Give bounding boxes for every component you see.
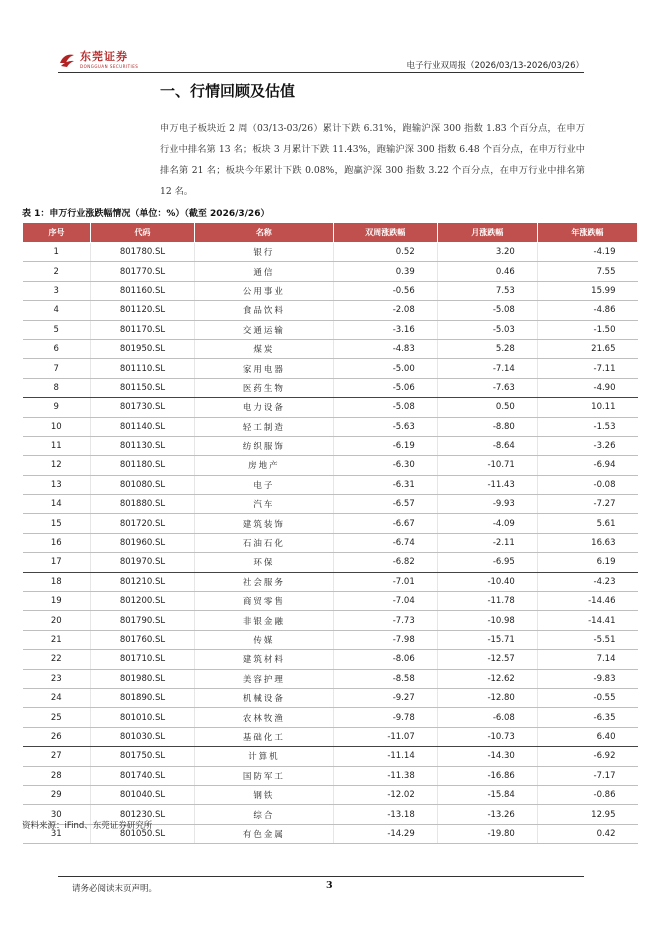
code-cell: 801050.SL bbox=[90, 824, 194, 843]
name-cell: 纺织服饰 bbox=[194, 436, 333, 455]
table-row bbox=[23, 650, 638, 669]
yearly-change-cell: -14.46 bbox=[537, 592, 637, 611]
rank-cell: 27 bbox=[23, 747, 91, 766]
biweekly-change-cell: 0.52 bbox=[333, 243, 437, 262]
biweekly-change-cell: -9.27 bbox=[333, 688, 437, 707]
table-row bbox=[23, 262, 638, 281]
name-cell: 基础化工 bbox=[194, 727, 333, 746]
biweekly-change-cell: -14.29 bbox=[333, 824, 437, 843]
yearly-change-cell: 12.95 bbox=[537, 805, 637, 824]
yearly-change-cell: 5.61 bbox=[537, 514, 637, 533]
name-cell: 农林牧渔 bbox=[194, 708, 333, 727]
yearly-change-cell: -1.53 bbox=[537, 417, 637, 436]
monthly-change-cell: -19.80 bbox=[437, 824, 537, 843]
monthly-change-cell: -11.43 bbox=[437, 475, 537, 494]
table-row bbox=[23, 630, 638, 649]
table-row bbox=[23, 281, 638, 300]
code-cell: 801210.SL bbox=[90, 572, 194, 591]
table-row bbox=[23, 378, 638, 397]
name-cell: 传媒 bbox=[194, 630, 333, 649]
monthly-change-cell: -8.64 bbox=[437, 436, 537, 455]
code-cell: 801080.SL bbox=[90, 475, 194, 494]
rank-cell: 31 bbox=[23, 824, 91, 843]
monthly-change-cell: -15.84 bbox=[437, 785, 537, 804]
monthly-change-cell: -12.57 bbox=[437, 650, 537, 669]
rank-cell: 14 bbox=[23, 495, 91, 514]
biweekly-change-cell: -7.04 bbox=[333, 592, 437, 611]
monthly-change-cell: -12.62 bbox=[437, 669, 537, 688]
name-cell: 通信 bbox=[194, 262, 333, 281]
rank-cell: 30 bbox=[23, 805, 91, 824]
yearly-change-cell: -7.11 bbox=[537, 359, 637, 378]
monthly-change-cell: -7.63 bbox=[437, 378, 537, 397]
rank-cell: 12 bbox=[23, 456, 91, 475]
yearly-change-cell: 21.65 bbox=[537, 339, 637, 358]
yearly-change-cell: -0.08 bbox=[537, 475, 637, 494]
yearly-change-cell: -14.41 bbox=[537, 611, 637, 630]
table-row bbox=[23, 495, 638, 514]
biweekly-change-cell: -6.31 bbox=[333, 475, 437, 494]
table-body bbox=[23, 243, 638, 844]
name-cell: 建筑材料 bbox=[194, 650, 333, 669]
monthly-change-cell: -14.30 bbox=[437, 747, 537, 766]
biweekly-change-cell: -5.63 bbox=[333, 417, 437, 436]
biweekly-change-cell: 0.39 bbox=[333, 262, 437, 281]
rank-cell: 18 bbox=[23, 572, 91, 591]
code-cell: 801040.SL bbox=[90, 785, 194, 804]
biweekly-change-cell: -4.83 bbox=[333, 339, 437, 358]
monthly-change-cell: -10.98 bbox=[437, 611, 537, 630]
yearly-change-cell: -6.35 bbox=[537, 708, 637, 727]
monthly-change-cell: -9.93 bbox=[437, 495, 537, 514]
yearly-change-cell: 15.99 bbox=[537, 281, 637, 300]
disclaimer-note: 请务必阅读末页声明。 bbox=[72, 884, 158, 894]
table-row bbox=[23, 339, 638, 358]
biweekly-change-cell: -5.06 bbox=[333, 378, 437, 397]
logo-name: 东莞证券 bbox=[80, 50, 128, 63]
industry-performance-table bbox=[22, 222, 638, 844]
yearly-change-cell: -7.17 bbox=[537, 766, 637, 785]
monthly-change-cell: -5.08 bbox=[437, 301, 537, 320]
table-row bbox=[23, 592, 638, 611]
monthly-change-cell: -6.95 bbox=[437, 553, 537, 572]
yearly-change-cell: -4.19 bbox=[537, 243, 637, 262]
monthly-change-cell: 0.46 bbox=[437, 262, 537, 281]
code-cell: 801720.SL bbox=[90, 514, 194, 533]
yearly-change-cell: -3.26 bbox=[537, 436, 637, 455]
biweekly-change-cell: -6.74 bbox=[333, 533, 437, 552]
name-cell: 电子 bbox=[194, 475, 333, 494]
code-cell: 801710.SL bbox=[90, 650, 194, 669]
table-header-row bbox=[23, 223, 638, 243]
code-cell: 801980.SL bbox=[90, 669, 194, 688]
monthly-change-cell: 5.28 bbox=[437, 339, 537, 358]
code-cell: 801770.SL bbox=[90, 262, 194, 281]
column-header: 序号 bbox=[23, 223, 91, 243]
rank-cell: 5 bbox=[23, 320, 91, 339]
monthly-change-cell: 7.53 bbox=[437, 281, 537, 300]
monthly-change-cell: -2.11 bbox=[437, 533, 537, 552]
code-cell: 801780.SL bbox=[90, 243, 194, 262]
biweekly-change-cell: -13.18 bbox=[333, 805, 437, 824]
monthly-change-cell: -5.03 bbox=[437, 320, 537, 339]
rank-cell: 29 bbox=[23, 785, 91, 804]
name-cell: 有色金属 bbox=[194, 824, 333, 843]
name-cell: 房地产 bbox=[194, 456, 333, 475]
yearly-change-cell: -5.51 bbox=[537, 630, 637, 649]
name-cell: 医药生物 bbox=[194, 378, 333, 397]
table-row bbox=[23, 727, 638, 746]
code-cell: 801030.SL bbox=[90, 727, 194, 746]
code-cell: 801970.SL bbox=[90, 553, 194, 572]
code-cell: 801010.SL bbox=[90, 708, 194, 727]
monthly-change-cell: -11.78 bbox=[437, 592, 537, 611]
biweekly-change-cell: -5.08 bbox=[333, 398, 437, 417]
table-row bbox=[23, 533, 638, 552]
biweekly-change-cell: -8.58 bbox=[333, 669, 437, 688]
column-header: 年涨跌幅 bbox=[537, 223, 637, 243]
table-row bbox=[23, 398, 638, 417]
monthly-change-cell: -7.14 bbox=[437, 359, 537, 378]
code-cell: 801160.SL bbox=[90, 281, 194, 300]
rank-cell: 3 bbox=[23, 281, 91, 300]
biweekly-change-cell: -11.38 bbox=[333, 766, 437, 785]
name-cell: 计算机 bbox=[194, 747, 333, 766]
rank-cell: 11 bbox=[23, 436, 91, 455]
biweekly-change-cell: -6.30 bbox=[333, 456, 437, 475]
yearly-change-cell: -4.86 bbox=[537, 301, 637, 320]
table-row bbox=[23, 359, 638, 378]
name-cell: 社会服务 bbox=[194, 572, 333, 591]
code-cell: 801170.SL bbox=[90, 320, 194, 339]
column-header: 月涨跌幅 bbox=[437, 223, 537, 243]
code-cell: 801890.SL bbox=[90, 688, 194, 707]
rank-cell: 7 bbox=[23, 359, 91, 378]
biweekly-change-cell: -3.16 bbox=[333, 320, 437, 339]
column-header: 代码 bbox=[90, 223, 194, 243]
table-row bbox=[23, 611, 638, 630]
code-cell: 801120.SL bbox=[90, 301, 194, 320]
biweekly-change-cell: -6.57 bbox=[333, 495, 437, 514]
name-cell: 非银金融 bbox=[194, 611, 333, 630]
monthly-change-cell: 0.50 bbox=[437, 398, 537, 417]
biweekly-change-cell: -12.02 bbox=[333, 785, 437, 804]
code-cell: 801740.SL bbox=[90, 766, 194, 785]
code-cell: 801200.SL bbox=[90, 592, 194, 611]
name-cell: 国防军工 bbox=[194, 766, 333, 785]
rank-cell: 19 bbox=[23, 592, 91, 611]
yearly-change-cell: 7.55 bbox=[537, 262, 637, 281]
table-row bbox=[23, 475, 638, 494]
name-cell: 食品饮料 bbox=[194, 301, 333, 320]
rank-cell: 10 bbox=[23, 417, 91, 436]
report-title: 电子行业双周报（2026/03/13-2026/03/26） bbox=[406, 61, 584, 71]
table-row bbox=[23, 243, 638, 262]
code-cell: 801790.SL bbox=[90, 611, 194, 630]
yearly-change-cell: -6.94 bbox=[537, 456, 637, 475]
name-cell: 综合 bbox=[194, 805, 333, 824]
table-row bbox=[23, 456, 638, 475]
company-logo bbox=[58, 48, 138, 72]
monthly-change-cell: -4.09 bbox=[437, 514, 537, 533]
name-cell: 家用电器 bbox=[194, 359, 333, 378]
data-source: 资料来源：iFind、东莞证券研究所 bbox=[22, 821, 153, 831]
name-cell: 汽车 bbox=[194, 495, 333, 514]
name-cell: 电力设备 bbox=[194, 398, 333, 417]
yearly-change-cell: -6.92 bbox=[537, 747, 637, 766]
table-row bbox=[23, 301, 638, 320]
yearly-change-cell: -4.23 bbox=[537, 572, 637, 591]
rank-cell: 17 bbox=[23, 553, 91, 572]
monthly-change-cell: -10.73 bbox=[437, 727, 537, 746]
code-cell: 801760.SL bbox=[90, 630, 194, 649]
rank-cell: 15 bbox=[23, 514, 91, 533]
code-cell: 801950.SL bbox=[90, 339, 194, 358]
rank-cell: 20 bbox=[23, 611, 91, 630]
table-row bbox=[23, 766, 638, 785]
name-cell: 环保 bbox=[194, 553, 333, 572]
rank-cell: 23 bbox=[23, 669, 91, 688]
biweekly-change-cell: -0.56 bbox=[333, 281, 437, 300]
biweekly-change-cell: -11.07 bbox=[333, 727, 437, 746]
yearly-change-cell: -9.83 bbox=[537, 669, 637, 688]
rank-cell: 21 bbox=[23, 630, 91, 649]
yearly-change-cell: 16.63 bbox=[537, 533, 637, 552]
rank-cell: 26 bbox=[23, 727, 91, 746]
biweekly-change-cell: -7.98 bbox=[333, 630, 437, 649]
code-cell: 801750.SL bbox=[90, 747, 194, 766]
biweekly-change-cell: -11.14 bbox=[333, 747, 437, 766]
rank-cell: 28 bbox=[23, 766, 91, 785]
rank-cell: 13 bbox=[23, 475, 91, 494]
code-cell: 801960.SL bbox=[90, 533, 194, 552]
monthly-change-cell: -15.71 bbox=[437, 630, 537, 649]
name-cell: 轻工制造 bbox=[194, 417, 333, 436]
yearly-change-cell: 6.19 bbox=[537, 553, 637, 572]
table-row bbox=[23, 553, 638, 572]
page-number: 3 bbox=[326, 880, 333, 891]
biweekly-change-cell: -9.78 bbox=[333, 708, 437, 727]
yearly-change-cell: -7.27 bbox=[537, 495, 637, 514]
column-header: 名称 bbox=[194, 223, 333, 243]
monthly-change-cell: -8.80 bbox=[437, 417, 537, 436]
monthly-change-cell: -6.08 bbox=[437, 708, 537, 727]
table-caption: 表 1：申万行业涨跌幅情况（单位：%）（截至 2026/3/26） bbox=[22, 209, 270, 219]
monthly-change-cell: -12.80 bbox=[437, 688, 537, 707]
name-cell: 美容护理 bbox=[194, 669, 333, 688]
biweekly-change-cell: -8.06 bbox=[333, 650, 437, 669]
rank-cell: 4 bbox=[23, 301, 91, 320]
logo-emblem-icon bbox=[58, 51, 76, 69]
rank-cell: 2 bbox=[23, 262, 91, 281]
biweekly-change-cell: -6.19 bbox=[333, 436, 437, 455]
yearly-change-cell: 6.40 bbox=[537, 727, 637, 746]
rank-cell: 6 bbox=[23, 339, 91, 358]
page-header bbox=[58, 48, 584, 72]
table-row bbox=[23, 708, 638, 727]
code-cell: 801180.SL bbox=[90, 456, 194, 475]
monthly-change-cell: -10.71 bbox=[437, 456, 537, 475]
code-cell: 801150.SL bbox=[90, 378, 194, 397]
biweekly-change-cell: -6.82 bbox=[333, 553, 437, 572]
yearly-change-cell: -0.55 bbox=[537, 688, 637, 707]
biweekly-change-cell: -5.00 bbox=[333, 359, 437, 378]
logo-subtitle: DONGGUAN SECURITIES bbox=[80, 64, 139, 69]
name-cell: 煤炭 bbox=[194, 339, 333, 358]
code-cell: 801880.SL bbox=[90, 495, 194, 514]
name-cell: 交通运输 bbox=[194, 320, 333, 339]
table-row bbox=[23, 436, 638, 455]
biweekly-change-cell: -2.08 bbox=[333, 301, 437, 320]
column-header: 双周涨跌幅 bbox=[333, 223, 437, 243]
summary-paragraph bbox=[160, 118, 585, 202]
code-cell: 801130.SL bbox=[90, 436, 194, 455]
name-cell: 商贸零售 bbox=[194, 592, 333, 611]
yearly-change-cell: 0.42 bbox=[537, 824, 637, 843]
biweekly-change-cell: -6.67 bbox=[333, 514, 437, 533]
monthly-change-cell: -16.86 bbox=[437, 766, 537, 785]
code-cell: 801140.SL bbox=[90, 417, 194, 436]
table-row bbox=[23, 669, 638, 688]
rank-cell: 1 bbox=[23, 243, 91, 262]
yearly-change-cell: 10.11 bbox=[537, 398, 637, 417]
name-cell: 机械设备 bbox=[194, 688, 333, 707]
rank-cell: 9 bbox=[23, 398, 91, 417]
biweekly-change-cell: -7.01 bbox=[333, 572, 437, 591]
table-row bbox=[23, 747, 638, 766]
monthly-change-cell: 3.20 bbox=[437, 243, 537, 262]
table-row bbox=[23, 688, 638, 707]
name-cell: 石油石化 bbox=[194, 533, 333, 552]
code-cell: 801110.SL bbox=[90, 359, 194, 378]
name-cell: 公用事业 bbox=[194, 281, 333, 300]
rank-cell: 8 bbox=[23, 378, 91, 397]
footer-divider bbox=[58, 876, 584, 877]
rank-cell: 25 bbox=[23, 708, 91, 727]
header-divider bbox=[58, 72, 584, 73]
table-row bbox=[23, 417, 638, 436]
yearly-change-cell: 7.14 bbox=[537, 650, 637, 669]
table-row bbox=[23, 514, 638, 533]
rank-cell: 16 bbox=[23, 533, 91, 552]
table-row bbox=[23, 320, 638, 339]
code-cell: 801230.SL bbox=[90, 805, 194, 824]
name-cell: 建筑装饰 bbox=[194, 514, 333, 533]
name-cell: 银行 bbox=[194, 243, 333, 262]
monthly-change-cell: -13.26 bbox=[437, 805, 537, 824]
biweekly-change-cell: -7.73 bbox=[333, 611, 437, 630]
section-title: 一、行情回顾及估值 bbox=[160, 82, 296, 100]
rank-cell: 22 bbox=[23, 650, 91, 669]
name-cell: 钢铁 bbox=[194, 785, 333, 804]
yearly-change-cell: -1.50 bbox=[537, 320, 637, 339]
table-row bbox=[23, 572, 638, 591]
code-cell: 801730.SL bbox=[90, 398, 194, 417]
table-row bbox=[23, 785, 638, 804]
summary-text: 申万电子板块近 2 周（03/13-03/26）累计下跌 6.31%，跑输沪深 300 指数 1.83 个百分点，在申万行业中排名第 13 名；板块 3 月累计下跌 11.43%，跑输沪深 300 指数 6.48 个百分点，在申万行业中排名第 21 名；板块今年累计下跌 0.08%，跑赢沪深 300 指数 3.22 个百分点，在申万行业中排名第 12 名。 bbox=[160, 123, 585, 197]
rank-cell: 24 bbox=[23, 688, 91, 707]
yearly-change-cell: -4.90 bbox=[537, 378, 637, 397]
yearly-change-cell: -0.86 bbox=[537, 785, 637, 804]
monthly-change-cell: -10.40 bbox=[437, 572, 537, 591]
